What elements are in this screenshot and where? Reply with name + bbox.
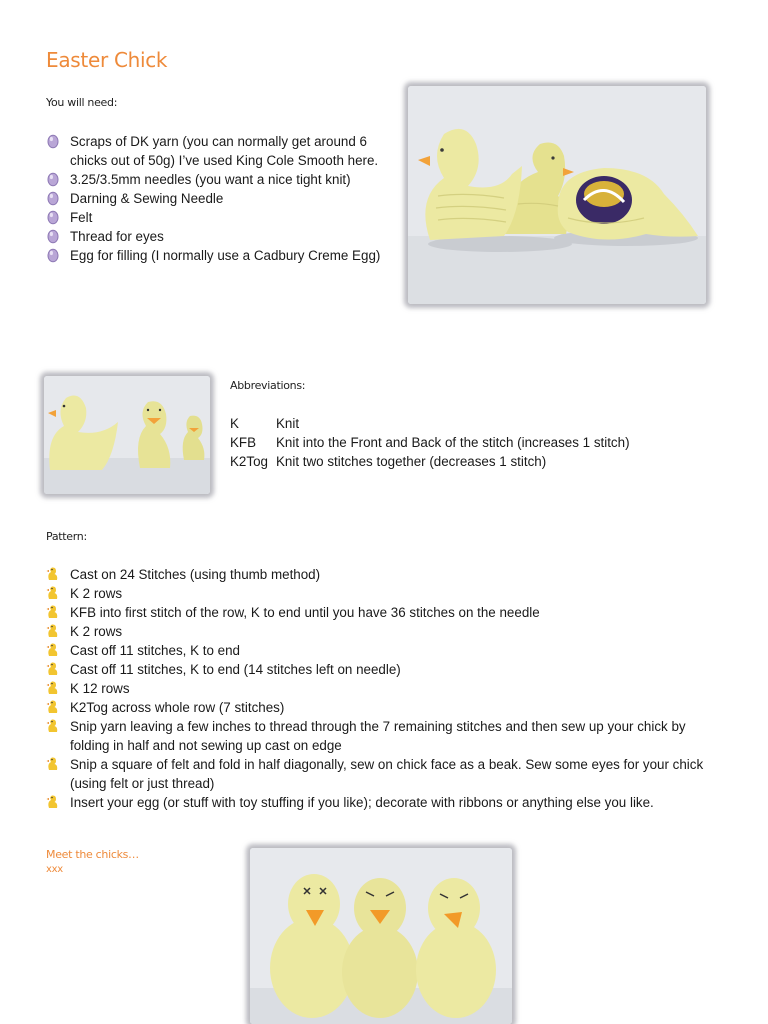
abbreviation-key: KFB — [230, 435, 257, 450]
list-item: Scraps of DK yarn (you can normally get around 6 chicks out of 50g) I’ve used King Cole Smooth here. — [46, 132, 390, 170]
egg-bullet-icon — [46, 209, 60, 225]
chick-bullet-icon — [46, 680, 60, 696]
abbreviation-meaning: Knit into the Front and Back of the stitch (increases 1 stitch) — [276, 435, 630, 450]
meet-the-chicks-image — [250, 848, 512, 1024]
list-item: Cast off 11 stitches, K to end — [46, 641, 718, 660]
abbreviation-meaning: Knit — [276, 416, 300, 431]
pattern-heading: Pattern: — [46, 530, 87, 543]
list-item: K 2 rows — [46, 584, 718, 603]
egg-bullet-icon — [46, 171, 60, 187]
list-item: Cast off 11 stitches, K to end (14 stitches left on needle) — [46, 660, 718, 679]
table-row — [230, 433, 630, 452]
chick-bullet-icon — [46, 623, 60, 639]
list-item: Cast on 24 Stitches (using thumb method) — [46, 565, 718, 584]
materials-list — [46, 132, 390, 265]
chick-bullet-icon — [46, 718, 60, 734]
chick-bullet-icon — [46, 699, 60, 715]
closing-kisses: xxx — [46, 864, 63, 875]
list-item: Snip yarn leaving a few inches to thread through the 7 remaining stitches and then sew up your chick by folding in half and not sewing up cast on edge — [46, 717, 718, 755]
chick-bullet-icon — [46, 642, 60, 658]
egg-bullet-icon — [46, 247, 60, 263]
chick-bullet-icon — [46, 794, 60, 810]
list-item: Felt — [46, 208, 390, 227]
abbreviations-table — [230, 414, 630, 471]
list-item: KFB into first stitch of the row, K to end until you have 36 stitches on the needle — [46, 603, 718, 622]
list-item: Thread for eyes — [46, 227, 390, 246]
table-row — [230, 452, 630, 471]
list-item: Snip a square of felt and fold in half diagonally, sew on chick face as a beak. Sew some eyes for your chick (using felt or just thread) — [46, 755, 718, 793]
egg-bullet-icon — [46, 190, 60, 206]
three-chicks-photo — [44, 376, 210, 494]
list-item: Darning & Sewing Needle — [46, 189, 390, 208]
list-item: K 12 rows — [46, 679, 718, 698]
list-item: K2Tog across whole row (7 stitches) — [46, 698, 718, 717]
chick-bullet-icon — [46, 566, 60, 582]
abbreviation-meaning: Knit two stitches together (decreases 1 stitch) — [276, 454, 547, 469]
list-item: K 2 rows — [46, 622, 718, 641]
abbreviations-heading: Abbreviations: — [230, 379, 306, 392]
you-will-need-heading: You will need: — [46, 96, 118, 109]
chicks-with-egg-photo — [408, 86, 706, 304]
list-item: Insert your egg (or stuff with toy stuffing if you like); decorate with ribbons or anything else you like. — [46, 793, 718, 812]
chick-bullet-icon — [46, 661, 60, 677]
three-chicks-image — [44, 376, 210, 494]
abbreviation-key: K2Tog — [230, 454, 268, 469]
chick-bullet-icon — [46, 756, 60, 772]
egg-bullet-icon — [46, 133, 60, 149]
chick-bullet-icon — [46, 585, 60, 601]
abbreviation-key: K — [230, 416, 239, 431]
table-row — [230, 414, 630, 433]
chick-bullet-icon — [46, 604, 60, 620]
egg-bullet-icon — [46, 228, 60, 244]
list-item: 3.25/3.5mm needles (you want a nice tight knit) — [46, 170, 390, 189]
page-title: Easter Chick — [46, 48, 168, 72]
closing-line: Meet the chicks… — [46, 848, 139, 861]
chicks-with-egg-image — [408, 86, 706, 304]
pattern-steps-list — [46, 565, 718, 812]
list-item: Egg for filling (I normally use a Cadbury Creme Egg) — [46, 246, 390, 265]
meet-the-chicks-photo — [250, 848, 512, 1024]
